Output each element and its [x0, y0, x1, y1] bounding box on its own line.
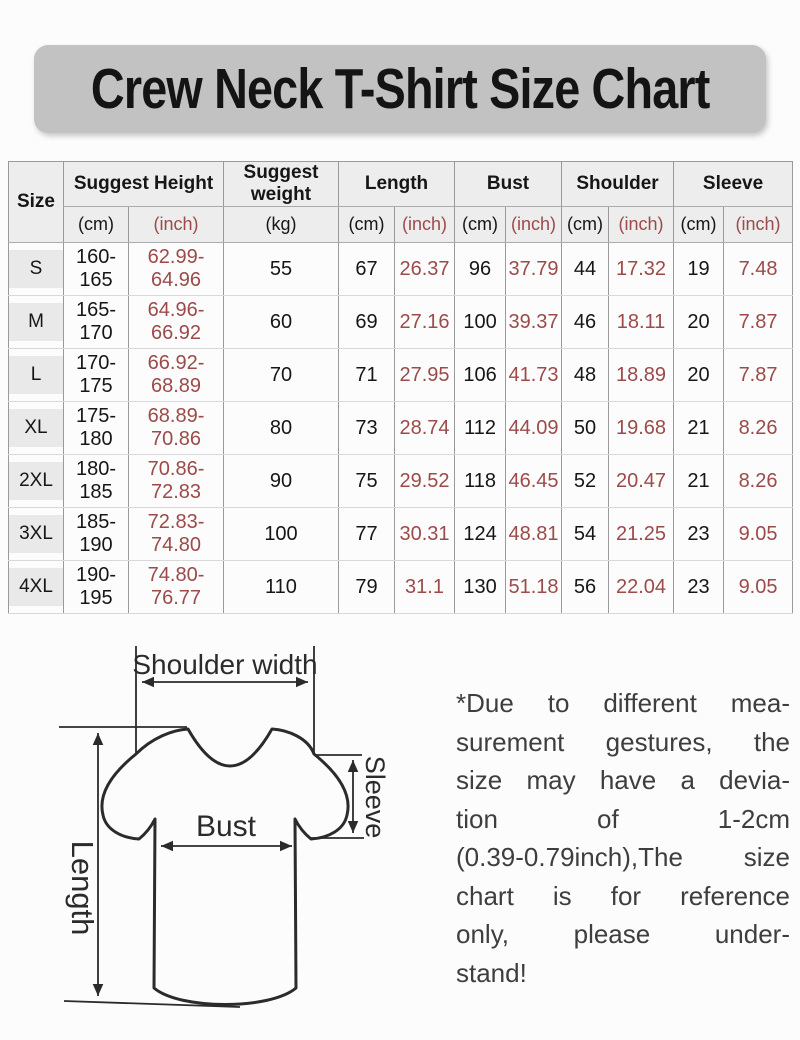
cell-length-inch: 26.37 [395, 243, 455, 296]
cell-shoulder-cm: 46 [562, 296, 609, 349]
cell-shoulder-inch: 19.68 [609, 402, 674, 455]
cell-length-cm: 67 [339, 243, 395, 296]
cell-length-inch: 29.52 [395, 455, 455, 508]
tshirt-outline [102, 729, 348, 1005]
cell-sleeve-cm: 23 [674, 508, 724, 561]
cell-bust-inch: 48.81 [506, 508, 562, 561]
cell-sleeve-inch: 8.26 [724, 455, 793, 508]
size-badge: L [9, 356, 63, 394]
col-header-bust: Bust [455, 162, 562, 207]
size-row-m [9, 296, 793, 349]
cell-height-inch: 70.86-72.83 [129, 455, 224, 508]
note-line: size may have a devia- [456, 765, 790, 795]
cell-bust-inch: 37.79 [506, 243, 562, 296]
cell-weight-kg: 90 [224, 455, 339, 508]
cell-height-cm: 185-190 [64, 508, 129, 561]
cell-bust-inch: 44.09 [506, 402, 562, 455]
cell-length-inch: 27.95 [395, 349, 455, 402]
cell-height-inch: 62.99-64.96 [129, 243, 224, 296]
col-header-length: Length [339, 162, 455, 207]
measurement-disclaimer [456, 684, 790, 992]
cell-sleeve-inch: 8.26 [724, 402, 793, 455]
cell-bust-cm: 100 [455, 296, 506, 349]
cell-height-cm: 190-195 [64, 561, 129, 614]
size-row-3xl [9, 508, 793, 561]
unit-height-inch: (inch) [129, 207, 224, 243]
size-row-4xl [9, 561, 793, 614]
cell-height-inch: 72.83-74.80 [129, 508, 224, 561]
cell-length-cm: 71 [339, 349, 395, 402]
cell-sleeve-cm: 21 [674, 402, 724, 455]
title-banner [34, 45, 766, 133]
cell-weight-kg: 70 [224, 349, 339, 402]
cell-sleeve-cm: 19 [674, 243, 724, 296]
size-chart-table [8, 161, 793, 614]
header-group-row [9, 162, 793, 207]
cell-length-cm: 69 [339, 296, 395, 349]
unit-height-cm: (cm) [64, 207, 129, 243]
cell-shoulder-inch: 20.47 [609, 455, 674, 508]
cell-bust-inch: 46.45 [506, 455, 562, 508]
unit-length-inch: (inch) [395, 207, 455, 243]
size-row-l [9, 349, 793, 402]
table-body [9, 243, 793, 614]
header-units-row [9, 207, 793, 243]
cell-length-inch: 31.1 [395, 561, 455, 614]
size-badge: M [9, 303, 63, 341]
note-line: *Due to different mea- [456, 688, 790, 718]
cell-height-cm: 170-175 [64, 349, 129, 402]
cell-weight-kg: 80 [224, 402, 339, 455]
cell-sleeve-inch: 7.87 [724, 349, 793, 402]
unit-bust-cm: (cm) [455, 207, 506, 243]
cell-length-inch: 27.16 [395, 296, 455, 349]
cell-size [9, 455, 64, 508]
unit-shoulder-cm: (cm) [562, 207, 609, 243]
cell-height-cm: 165-170 [64, 296, 129, 349]
col-header-suggest-weight: Suggest weight [224, 162, 339, 207]
note-line: stand! [456, 957, 527, 988]
page-title: Crew Neck T-Shirt Size Chart [90, 57, 710, 121]
cell-size [9, 402, 64, 455]
cell-sleeve-cm: 20 [674, 296, 724, 349]
cell-length-inch: 30.31 [395, 508, 455, 561]
cell-size [9, 243, 64, 296]
cell-shoulder-inch: 18.89 [609, 349, 674, 402]
shoulder-width-label: Shoulder width [132, 649, 318, 680]
cell-length-cm: 79 [339, 561, 395, 614]
size-row-s [9, 243, 793, 296]
size-badge: 3XL [9, 515, 63, 553]
note-line: chart is for reference [456, 880, 790, 911]
cell-shoulder-inch: 18.11 [609, 296, 674, 349]
length-label: Length [65, 840, 100, 936]
cell-bust-inch: 51.18 [506, 561, 562, 614]
cell-sleeve-inch: 7.48 [724, 243, 793, 296]
cell-size [9, 508, 64, 561]
unit-bust-inch: (inch) [506, 207, 562, 243]
col-header-suggest-height: Suggest Height [64, 162, 224, 207]
note-line: tion of 1-2cm [456, 803, 790, 834]
cell-bust-inch: 39.37 [506, 296, 562, 349]
note-line: only, please under- [456, 919, 790, 949]
cell-shoulder-cm: 48 [562, 349, 609, 402]
cell-bust-cm: 106 [455, 349, 506, 402]
unit-shoulder-inch: (inch) [609, 207, 674, 243]
cell-length-cm: 77 [339, 508, 395, 561]
cell-shoulder-inch: 22.04 [609, 561, 674, 614]
cell-height-cm: 180-185 [64, 455, 129, 508]
cell-bust-cm: 124 [455, 508, 506, 561]
col-header-size: Size [9, 162, 64, 243]
table-header [9, 162, 793, 243]
cell-height-inch: 68.89-70.86 [129, 402, 224, 455]
cell-weight-kg: 60 [224, 296, 339, 349]
cell-sleeve-inch: 9.05 [724, 561, 793, 614]
cell-height-cm: 160-165 [64, 243, 129, 296]
unit-weight-kg: (kg) [224, 207, 339, 243]
cell-sleeve-inch: 9.05 [724, 508, 793, 561]
cell-shoulder-cm: 54 [562, 508, 609, 561]
cell-length-cm: 73 [339, 402, 395, 455]
cell-bust-cm: 118 [455, 455, 506, 508]
bust-label: Bust [195, 810, 257, 843]
size-badge: XL [9, 409, 63, 447]
cell-sleeve-inch: 7.87 [724, 296, 793, 349]
col-header-sleeve: Sleeve [674, 162, 793, 207]
size-badge: 4XL [9, 568, 63, 606]
cell-shoulder-cm: 52 [562, 455, 609, 508]
cell-size [9, 349, 64, 402]
unit-sleeve-cm: (cm) [674, 207, 724, 243]
note-line: surement gestures, the [456, 726, 790, 757]
col-header-shoulder: Shoulder [562, 162, 674, 207]
size-badge: S [9, 250, 63, 288]
cell-shoulder-cm: 56 [562, 561, 609, 614]
note-line: (0.39-0.79inch),The size [456, 842, 790, 872]
cell-bust-cm: 96 [455, 243, 506, 296]
cell-weight-kg: 100 [224, 508, 339, 561]
cell-shoulder-inch: 17.32 [609, 243, 674, 296]
cell-shoulder-cm: 44 [562, 243, 609, 296]
cell-size [9, 296, 64, 349]
cell-bust-cm: 130 [455, 561, 506, 614]
cell-sleeve-cm: 21 [674, 455, 724, 508]
size-row-xl [9, 402, 793, 455]
cell-height-inch: 64.96-66.92 [129, 296, 224, 349]
cell-shoulder-cm: 50 [562, 402, 609, 455]
cell-bust-cm: 112 [455, 402, 506, 455]
cell-sleeve-cm: 20 [674, 349, 724, 402]
size-row-2xl [9, 455, 793, 508]
cell-height-inch: 74.80-76.77 [129, 561, 224, 614]
cell-weight-kg: 110 [224, 561, 339, 614]
cell-weight-kg: 55 [224, 243, 339, 296]
cell-length-inch: 28.74 [395, 402, 455, 455]
unit-length-cm: (cm) [339, 207, 395, 243]
cell-length-cm: 75 [339, 455, 395, 508]
cell-size [9, 561, 64, 614]
cell-sleeve-cm: 23 [674, 561, 724, 614]
cell-height-inch: 66.92-68.89 [129, 349, 224, 402]
tshirt-measurement-diagram [30, 630, 450, 1040]
unit-sleeve-inch: (inch) [724, 207, 793, 243]
sleeve-label: Sleeve [360, 755, 390, 839]
cell-height-cm: 175-180 [64, 402, 129, 455]
cell-shoulder-inch: 21.25 [609, 508, 674, 561]
size-badge: 2XL [9, 462, 63, 500]
cell-bust-inch: 41.73 [506, 349, 562, 402]
